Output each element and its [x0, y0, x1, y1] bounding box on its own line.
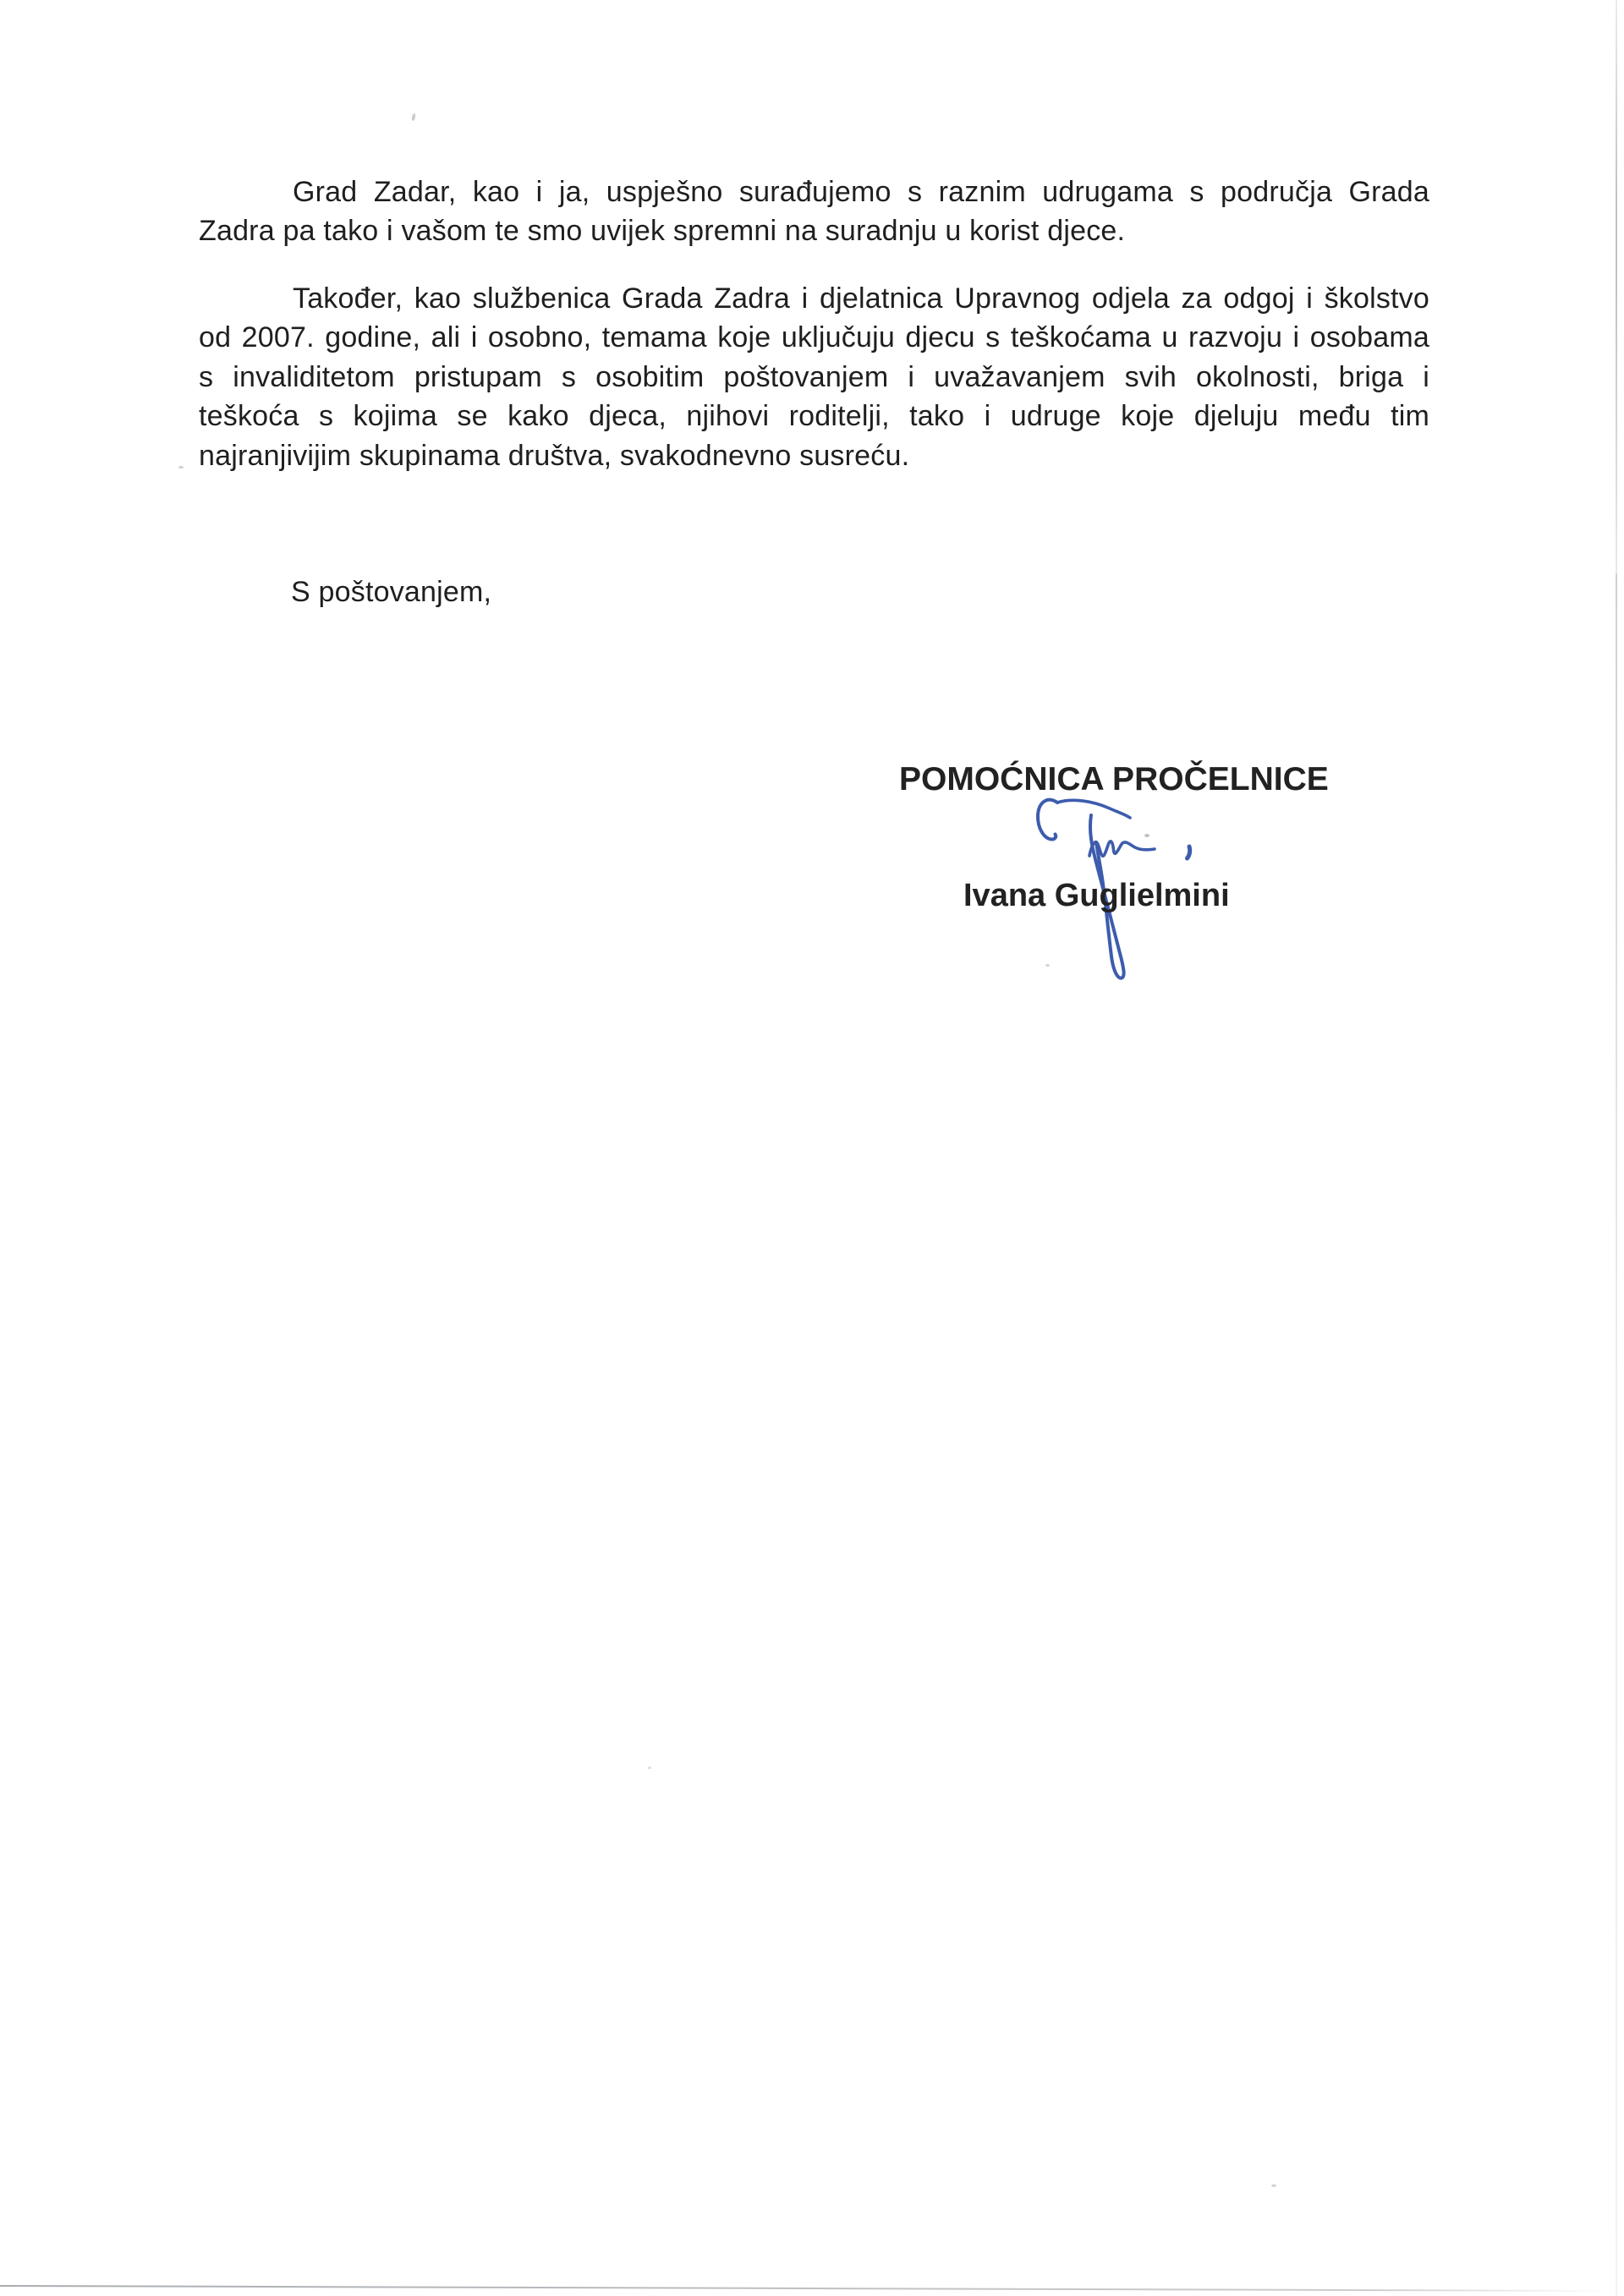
paragraph-2-line-2: od 2007. godine, ali i osobno, temama koje uključuju djecu s teškoćama u razvoju i osobama [199, 321, 1429, 353]
signer-name: Ivana Guglielmini [963, 878, 1230, 913]
paragraph-2-line-4: teškoća s kojima se kako djeca, njihovi roditelji, tako i udruge koje djeluju među tim [199, 400, 1429, 432]
paragraph-2-line-5: najranjivijim skupinama društva, svakodnevno susreću. [199, 440, 910, 472]
scan-artifact-speck [1271, 2184, 1276, 2187]
scan-artifact-speck [411, 113, 416, 122]
scan-artifact-speck [648, 1767, 651, 1769]
scan-artifact-bottom-line [0, 2285, 1609, 2292]
scan-artifact-right-edge-line [1616, 0, 1617, 2296]
closing-salutation: S poštovanjem, [291, 576, 492, 608]
paragraph-2-line-3: s invaliditetom pristupam s osobitim poštovanjem i uvažavanjem svih okolnosti, briga i [199, 361, 1429, 393]
paragraph-1-line-1: Grad Zadar, kao i ja, uspješno surađujemo s raznim udrugama s područja Grada [293, 176, 1429, 208]
paragraph-2-line-1: Također, kao službenica Grada Zadra i djelatnica Upravnog odjela za odgoj i školstvo [293, 282, 1429, 315]
signer-title: POMOĆNICA PROČELNICE [899, 761, 1329, 797]
paragraph-1-line-2: Zadra pa tako i vašom te smo uvijek spremni na suradnju u korist djece. [199, 215, 1126, 247]
scan-artifact-speck [178, 466, 184, 469]
